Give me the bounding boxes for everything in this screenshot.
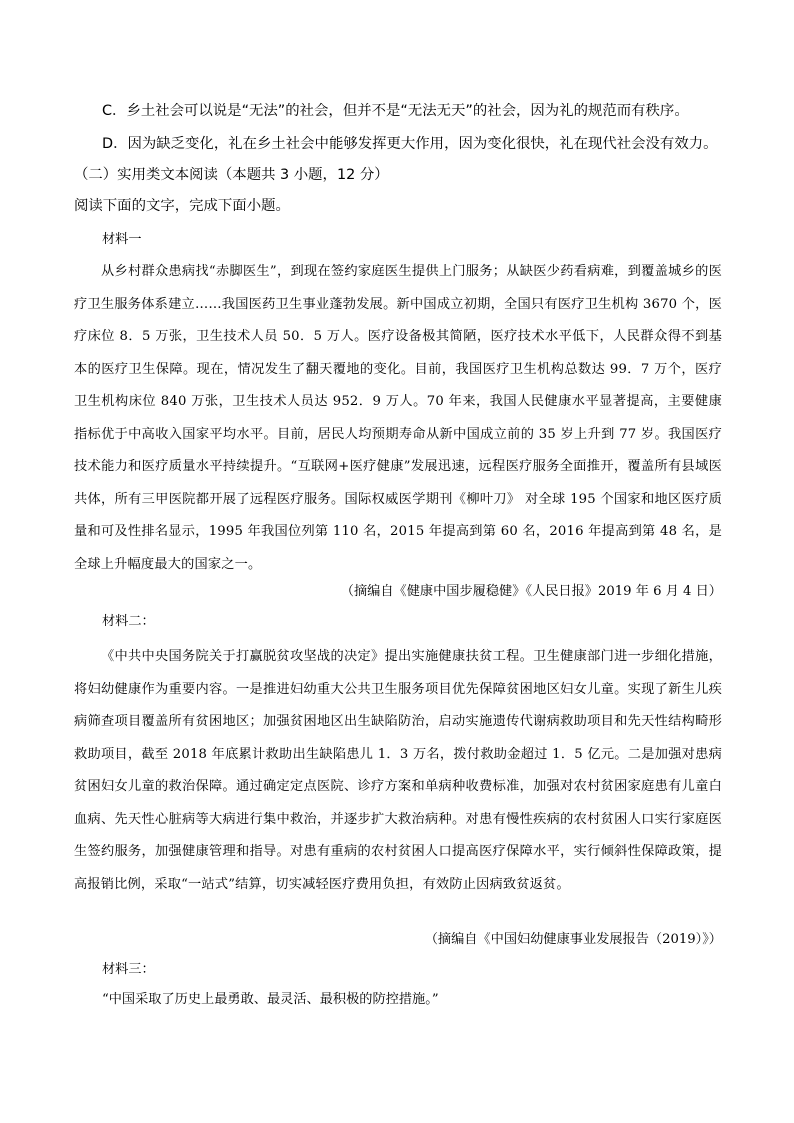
material-2-label: 材料二： [102, 614, 155, 629]
material-1-body [74, 256, 722, 581]
material-2-paragraph: 《中共中央国务院关于打赢脱贫攻坚战的决定》提出实施健康扶贫工程。卫生健康部门进一步细化措施，将妇幼健康作为重要内容。一是推进妇幼重大公共卫生服务项目优先保障贫困地区妇女儿童。实现了新生儿疾病筛查项目覆盖所有贫困地区；加强贫困地区出生缺陷防治，启动实施遗传代谢病救助项目和先天性结构畸形救助项目，截至 2018 年底累计救助出生缺陷患儿 1．3 万名，拨付救助金超过 1．5 亿元。二是加强对患病贫困妇女儿童的救治保障。通过确定定点医院、诊疗方案和单病种收费标准，加强对农村贫困家庭患有儿童白血病、先天性心脏病等大病进行集中救治，并逐步扩大救治病种。对患有慢性疾病的农村贫困人口实行家庭医生签约服务，加强健康管理和指导。对患有重病的农村贫困人口提高医疗保障水平，实行倾斜性保障政策，提高报销比例，采取“一站式”结算，切实减轻医疗费用负担，有效防止因病致贫返贫。 [74, 649, 722, 892]
material-3-label: 材料三： [102, 962, 155, 977]
material-1-label: 材料一 [102, 232, 142, 247]
material-1-paragraph: 从乡村群众患病找“赤脚医生”，到现在签约家庭医生提供上门服务；从缺医少药看病难，到覆盖城乡的医疗卫生服务体系建立……我国医药卫生事业蓬勃发展。新中国成立初期，全国只有医疗卫生机构 3670 个，医疗床位 8．5 万张，卫生技术人员 50．5 万人。医疗设备极其简陋，医疗技术水平低下，人民群众得不到基本的医疗卫生保障。现在，情况发生了翻天覆地的变化。目前，我国医疗卫生机构总数达 99．7 万个，医疗卫生机构床位 840 万张，卫生技术人员达 952．9 万人。70 年来，我国人民健康水平显著提高，主要健康指标优于中高收入国家平均水平。目前，居民人均预期寿命从新中国成立前的 35 岁上升到 77 岁。我国医疗技术能力和医疗质量水平持续提升。“互联网+医疗健康”发展迅速，远程医疗服务全面推开，覆盖所有县域医共体，所有三甲医院都开展了远程医疗服务。国际权威医学期刊《柳叶刀》 对全球 195 个国家和地区医疗质量和可及性排名显示，1995 年我国位列第 110 名，2015 年提高到第 60 名，2016 年提高到第 48 名，是全球上升幅度最大的国家之一。 [74, 264, 722, 572]
section-instruction: 阅读下面的文字，完成下面小题。 [74, 198, 290, 214]
option-d: D．因为缺乏变化，礼在乡土社会中能够发挥更大作用，因为变化很快，礼在现代社会没有效力。 [102, 136, 718, 152]
material-3-quote: “中国采取了历史上最勇敢、最灵活、最积极的防控措施。” [102, 992, 439, 1007]
material-2-body [74, 641, 722, 901]
option-c: C．乡土社会可以说是“无法”的社会，但并不是“无法无天”的社会，因为礼的规范而有秩序。 [102, 103, 689, 119]
material-1-source: （摘编自《健康中国步履稳健》《人民日报》2019 年 6 月 4 日） [340, 584, 722, 599]
section-title: （二）实用类文本阅读（本题共 3 小题，12 分） [74, 167, 389, 183]
material-2-source: （摘编自《中国妇幼健康事业发展报告（2019）》） [424, 932, 722, 947]
